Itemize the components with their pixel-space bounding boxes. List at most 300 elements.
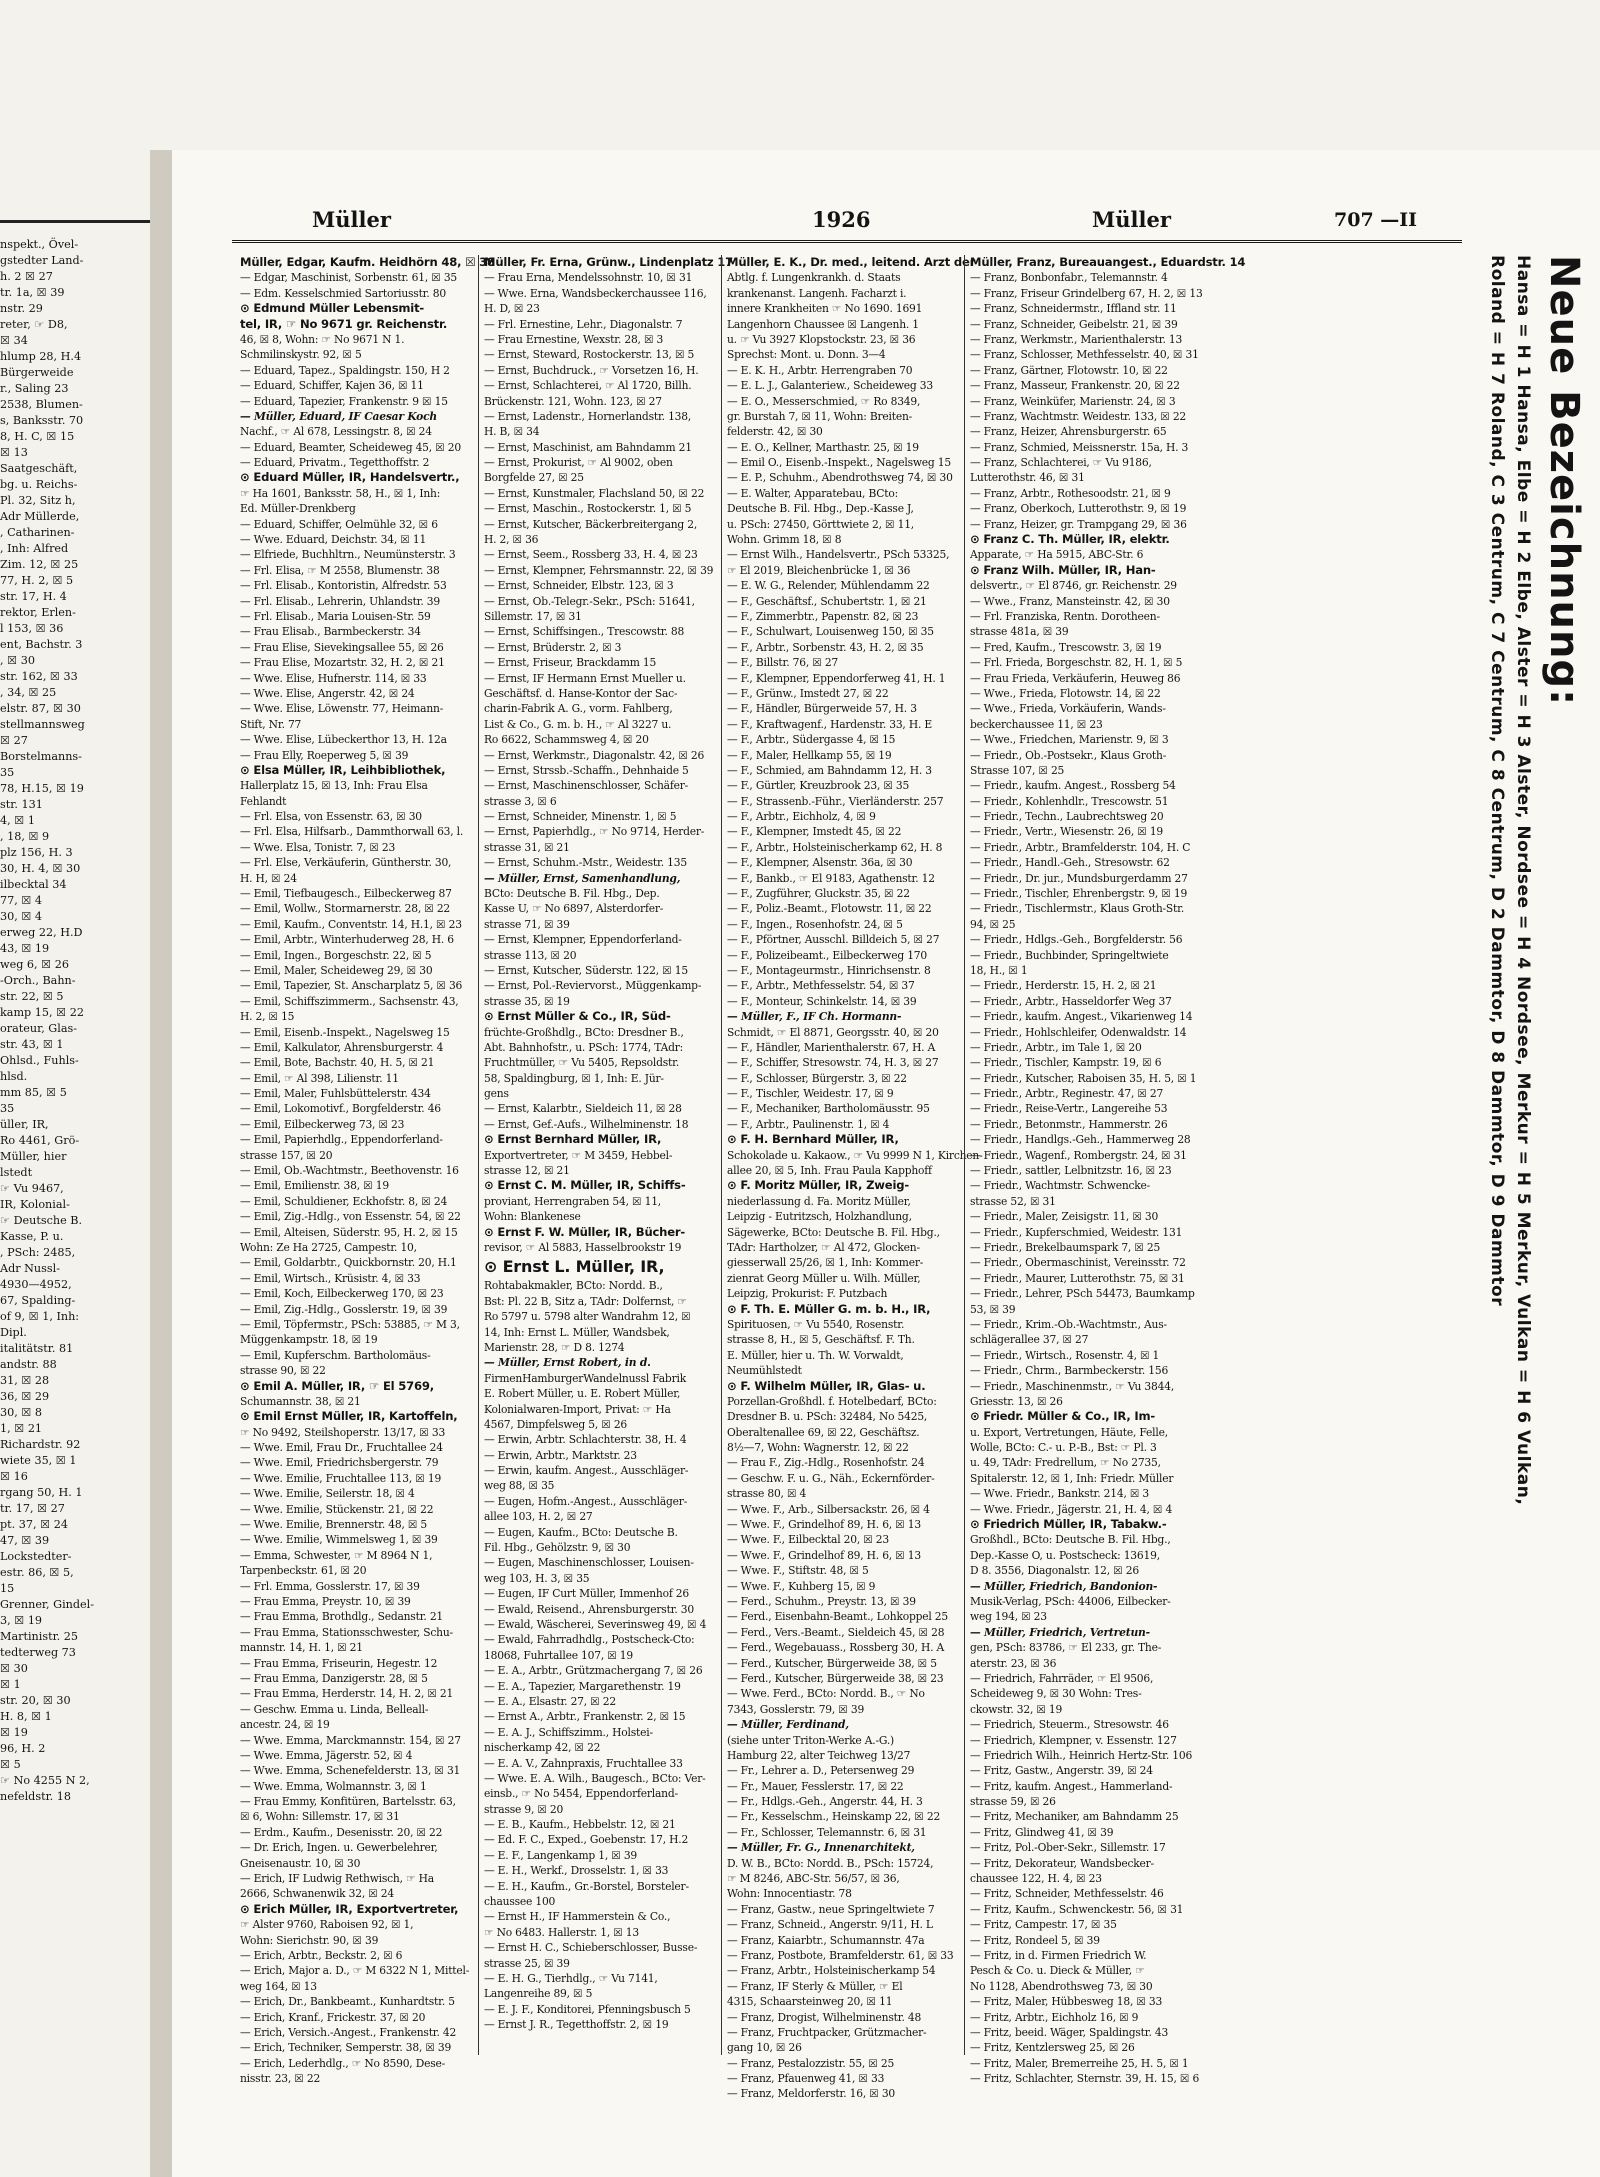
directory-entry: — Friedr., Maler, Zeisigstr. 11, ☒ 30 (970, 1210, 1159, 1224)
directory-entry: — Eugen, IF Curt Müller, Immenhof 26 (484, 1587, 689, 1601)
previous-page-line: str. 162, ☒ 33 (0, 670, 78, 683)
directory-entry: allee 20, ☒ 5, Inh. Frau Paula Kapphoff (727, 1164, 932, 1178)
directory-entry: — Emil, Goldarbtr., Quickbornstr. 20, H.1 (240, 1256, 457, 1270)
directory-entry: schlägerallee 37, ☒ 27 (970, 1333, 1089, 1347)
directory-entry: — Fritz, Mechaniker, am Bahndamm 25 (970, 1810, 1179, 1824)
directory-entry: — Frau Emmy, Konfitüren, Bartelsstr. 63, (240, 1795, 456, 1809)
previous-page-line: Müller, hier (0, 1150, 67, 1163)
directory-entry: Pesch & Co. u. Dieck & Müller, ☞ (970, 1964, 1145, 1978)
previous-page-line: Martinistr. 25 (0, 1630, 79, 1643)
previous-page-line: nefeldstr. 18 (0, 1790, 72, 1803)
previous-page-line: , 34, ☒ 25 (0, 686, 57, 699)
directory-entry: strasse 157, ☒ 20 (240, 1148, 333, 1162)
previous-page-header-rule (0, 220, 150, 223)
directory-entry: — Erich, Techniker, Semperstr. 38, ☒ 39 (240, 2041, 452, 2055)
page-number: 707 —II (1334, 209, 1418, 231)
directory-entry: — Ernst, Steward, Rostockerstr. 13, ☒ 5 (484, 348, 695, 362)
directory-entry: — Eduard, Schiffer, Kajen 36, ☒ 11 (240, 379, 424, 393)
directory-entry: — Franz, IF Sterly & Müller, ☞ El (727, 1979, 903, 1993)
directory-entry: beckerchaussee 11, ☒ 23 (970, 717, 1103, 731)
previous-page-line: ☒ 27 (0, 734, 28, 747)
directory-entry: — Ernst, Kutscher, Süderstr. 122, ☒ 15 (484, 963, 688, 977)
directory-entry: — Franz, Schneidermstr., Iffland str. 11 (970, 302, 1177, 316)
previous-page-line: 15 (0, 1582, 15, 1595)
previous-page-line: 8, H. C, ☒ 15 (0, 430, 75, 443)
directory-entry: weg 194, ☒ 23 (970, 1610, 1047, 1624)
directory-entry: — Franz, Schmied, Meissnerstr. 15a, H. 3 (970, 440, 1189, 454)
directory-entry: — F., Billstr. 76, ☒ 27 (727, 656, 839, 670)
previous-page-line: str. 20, ☒ 30 (0, 1694, 71, 1707)
directory-entry: Müller, Franz, Bureauangest., Eduardstr. 14 (970, 255, 1246, 269)
previous-page-line: weg 6, ☒ 26 (0, 958, 69, 971)
previous-page-line: , PSch: 2485, (0, 1246, 76, 1259)
directory-entry: — Wwe., Frieda, Flotowstr. 14, ☒ 22 (970, 686, 1161, 700)
previous-page-line: hlump 28, H.4 (0, 350, 82, 363)
directory-entry: ⊙ Emil A. Müller, IR, ☞ El 5769, (240, 1378, 434, 1393)
directory-entry: — Friedr., Chrm., Barmbeckerstr. 156 (970, 1364, 1169, 1378)
directory-entry: — Friedrich, Klempner, v. Essenstr. 127 (970, 1733, 1177, 1747)
previous-page-line: plz 156, H. 3 (0, 846, 73, 859)
directory-entry: allee 103, H. 2, ☒ 27 (484, 1510, 593, 1524)
directory-entry: — Wwe. Emil, Friedrichsbergerstr. 79 (240, 1456, 439, 1470)
directory-entry: — Wwe. Erna, Wandsbeckerchaussee 116, (484, 286, 707, 300)
previous-page-line: , Catharinen- (0, 526, 75, 539)
directory-entry: — Fritz, Kentzlersweg 25, ☒ 26 (970, 2041, 1135, 2055)
previous-page-line: italitätstr. 81 (0, 1342, 74, 1355)
directory-entry: — Friedr., Herderstr. 15, H. 2, ☒ 21 (970, 979, 1157, 993)
directory-entry: — Franz, Fruchtpacker, Grützmacher- (727, 2025, 927, 2039)
directory-entry: Bst: Pl. 22 B, Sitz a, TAdr: Dolfernst, ☞ (484, 1294, 687, 1308)
directory-entry: — Wwe. F., Arb., Silbersackstr. 26, ☒ 4 (727, 1502, 930, 1516)
directory-entry: — Emil, Eilbeckerweg 73, ☒ 23 (240, 1117, 405, 1131)
directory-entry: — Erich, Dr., Bankbeamt., Kunhardtstr. 5 (240, 1995, 455, 2009)
directory-entry: — Emil, Ob.-Wachtmstr., Beethovenstr. 16 (240, 1164, 459, 1178)
directory-entry: — Franz, Gärtner, Flotowstr. 10, ☒ 22 (970, 363, 1168, 377)
directory-entry: Abtlg. f. Lungenkrankh. d. Staats (727, 271, 901, 285)
directory-entry: — Wwe. Emil, Frau Dr., Fruchtallee 24 (240, 1441, 443, 1455)
directory-entry: zienrat Georg Müller u. Wilh. Müller, (727, 1271, 921, 1285)
directory-entry: — Friedr., Ob.-Postsekr., Klaus Groth- (970, 748, 1167, 762)
directory-entry: — F., Zimmerbtr., Papenstr. 82, ☒ 23 (727, 609, 919, 623)
directory-entry: nisstr. 23, ☒ 22 (240, 2072, 321, 2086)
directory-entry: — Müller, Fr. G., Innenarchitekt, (727, 1841, 915, 1855)
directory-entry: — Frau Emma, Friseurin, Hegestr. 12 (240, 1656, 438, 1670)
directory-entry: — Emil, Bote, Bachstr. 40, H. 5, ☒ 21 (240, 1056, 435, 1070)
directory-entry: — Ernst, Maschinenschlosser, Schäfer- (484, 779, 689, 793)
previous-page-line: Grenner, Gindel- (0, 1598, 95, 1611)
directory-entry: — Friedr., Handlgs.-Geh., Hammerweg 28 (970, 1133, 1191, 1147)
directory-entry: — Emil, Ingen., Borgeschstr. 22, ☒ 5 (240, 948, 432, 962)
directory-entry: ⊙ Ernst L. Müller, IR, (484, 1257, 665, 1277)
directory-entry: — Wwe. Emma, Wolmannstr. 3, ☒ 1 (240, 1779, 427, 1793)
previous-page-fragment (0, 195, 153, 2175)
previous-page-line: wiete 35, ☒ 1 (0, 1454, 77, 1467)
directory-entry: — Müller, Ernst Robert, in d. (484, 1356, 651, 1370)
previous-page-line: mm 85, ☒ 5 (0, 1086, 67, 1099)
directory-entry: 2666, Schwanenwik 32, ☒ 24 (240, 1887, 395, 1901)
directory-entry: — E. B., Kaufm., Hebbelstr. 12, ☒ 21 (484, 1818, 676, 1832)
directory-entry: D. W. B., BCto: Nordd. B., PSch: 15724, (727, 1856, 934, 1870)
directory-entry: — Wwe. Eduard, Deichstr. 34, ☒ 11 (240, 533, 427, 547)
directory-entry: weg 88, ☒ 35 (484, 1479, 555, 1493)
directory-entry: — Wwe. F., Grindelhof 89, H. 6, ☒ 13 (727, 1548, 921, 1562)
directory-entry: H. B, ☒ 34 (484, 425, 540, 439)
directory-entry: — Ernst, Ob.-Telegr.-Sekr., PSch: 51641, (484, 594, 695, 608)
directory-entry: — F., Arbtr., Paulinenstr. 1, ☒ 4 (727, 1117, 890, 1131)
directory-entry: — Emil, Töpfermstr., PSch: 53885, ☞ M 3, (240, 1317, 460, 1331)
directory-page (172, 150, 1600, 2177)
directory-entry: 4315, Schaarsteinweg 20, ☒ 11 (727, 1995, 893, 2009)
directory-entry: — Ernst, Schneider, Minenstr. 1, ☒ 5 (484, 810, 677, 824)
directory-entry: Hallerplatz 15, ☒ 13, Inh: Frau Elsa (240, 779, 428, 793)
directory-entry: — Ewald, Wäscherei, Severinsweg 49, ☒ 4 (484, 1617, 707, 1631)
directory-entry: Langenreihe 89, ☒ 5 (484, 1987, 593, 2001)
directory-entry: — Fritz, Arbtr., Eichholz 16, ☒ 9 (970, 2010, 1139, 2024)
directory-entry: — Fred, Kaufm., Trescowstr. 3, ☒ 19 (970, 640, 1162, 654)
directory-entry: 46, ☒ 8, Wohn: ☞ No 9671 N 1. (240, 332, 405, 346)
directory-entry: — Fritz, Kaufm., Schwenckestr. 56, ☒ 31 (970, 1902, 1184, 1916)
previous-page-line: nspekt., Övel- (0, 238, 79, 251)
directory-entry: — F., Arbtr., Südergasse 4, ☒ 15 (727, 733, 896, 747)
directory-entry: — Friedr., Buchbinder, Springeltwiete (970, 948, 1169, 962)
previous-page-line: hlsd. (0, 1070, 28, 1083)
previous-page-line: of 9, ☒ 1, Inh: (0, 1310, 80, 1323)
directory-entry: — F., Tischler, Weidestr. 17, ☒ 9 (727, 1087, 894, 1101)
directory-entry: — Frau Elisab., Barmbeckerstr. 34 (240, 625, 421, 639)
directory-entry: E. Müller, hier u. Th. W. Vorwaldt, (727, 1348, 904, 1362)
directory-entry: — Friedr., Krim.-Ob.-Wachtmstr., Aus- (970, 1317, 1167, 1331)
directory-entry: — Emil, Maler, Fuhlsbüttelerstr. 434 (240, 1087, 431, 1101)
directory-entry: niederlassung d. Fa. Moritz Müller, (727, 1194, 911, 1208)
directory-entry: — Ferd., Schuhm., Preystr. 13, ☒ 39 (727, 1594, 916, 1608)
directory-entry: — Friedr., Handl.-Geh., Stresowstr. 62 (970, 856, 1170, 870)
directory-entry: Sillemstr. 17, ☒ 31 (484, 609, 582, 623)
previous-page-line: r., Saling 23 (0, 382, 69, 395)
directory-entry: — Friedr., Tischler, Ehrenbergstr. 9, ☒ 19 (970, 887, 1188, 901)
directory-entry: — Ernst, Maschinist, am Bahndamm 21 (484, 440, 692, 454)
directory-entry: ☞ Ha 1601, Banksstr. 58, H., ☒ 1, Inh: (240, 486, 441, 500)
directory-entry: 8½—7, Wohn: Wagnerstr. 12, ☒ 22 (727, 1441, 909, 1455)
directory-entry: — Ferd., Kutscher, Bürgerweide 38, ☒ 5 (727, 1656, 937, 1670)
directory-entry: — F., Grünw., Imstedt 27, ☒ 22 (727, 686, 889, 700)
directory-entry: — Ernst, Friseur, Brackdamm 15 (484, 656, 657, 670)
previous-page-line: H. 8, ☒ 1 (0, 1710, 52, 1723)
previous-page-line: 4, ☒ 1 (0, 814, 35, 827)
directory-entry: No 1128, Abendrothsweg 73, ☒ 30 (970, 1979, 1153, 1993)
directory-entry: — Fritz, kaufm. Angest., Hammerland- (970, 1779, 1173, 1793)
directory-entry: — F., Pförtner, Ausschl. Billdeich 5, ☒ 27 (727, 933, 940, 947)
directory-entry: — Eugen, Maschinenschlosser, Louisen- (484, 1556, 694, 1570)
directory-entry: chaussee 100 (484, 1895, 556, 1909)
directory-entry: — Franz, Gastw., neue Springeltwiete 7 (727, 1902, 935, 1916)
directory-entry: — Wwe. Emilie, Seilerstr. 18, ☒ 4 (240, 1487, 415, 1501)
directory-entry: — F., Polizeibeamt., Eilbeckerweg 170 (727, 948, 927, 962)
directory-entry: — Ernst, Gef.-Aufs., Wilhelminenstr. 18 (484, 1117, 689, 1131)
directory-entry: — Franz, Schlachterei, ☞ Vu 9186, (970, 456, 1152, 470)
previous-page-line: 35 (0, 766, 15, 779)
directory-entry: — Ewald, Reisend., Ahrensburgerstr. 30 (484, 1602, 694, 1616)
directory-entry: Fil. Hbg., Gehölzstr. 9, ☒ 30 (484, 1541, 631, 1555)
directory-entry: — Erich, Major a. D., ☞ M 6322 N 1, Mittel- (240, 1964, 470, 1978)
directory-entry: — F., Maler, Hellkamp 55, ☒ 19 (727, 748, 892, 762)
directory-entry: — Frau Elly, Roeperweg 5, ☒ 39 (240, 748, 409, 762)
directory-entry: — Franz, Bonbonfabr., Telemannstr. 4 (970, 271, 1168, 285)
directory-entry: — Müller, F., IF Ch. Hormann- (727, 1010, 902, 1024)
directory-entry: — Fritz, Schneider, Methfesselstr. 46 (970, 1887, 1164, 1901)
directory-entry: Schmilinskystr. 92, ☒ 5 (240, 348, 362, 362)
directory-entry: — E. P., Schuhm., Abendrothsweg 74, ☒ 30 (727, 471, 953, 485)
directory-entry: — Franz, Meldorferstr. 16, ☒ 30 (727, 2087, 896, 2101)
directory-entry: 14, Inh: Ernst L. Müller, Wandsbek, (484, 1325, 670, 1339)
directory-entry: — Wwe. Elise, Lübeckerthor 13, H. 12a (240, 733, 447, 747)
directory-entry: strasse 35, ☒ 19 (484, 994, 570, 1008)
directory-entry: — Fritz, Schlachter, Sternstr. 39, H. 15, ☒ 6 (970, 2072, 1200, 2086)
directory-entry: — Wwe. Emilie, Stückenstr. 21, ☒ 22 (240, 1502, 434, 1516)
directory-entry: Nachf., ☞ Al 678, Lessingstr. 8, ☒ 24 (240, 425, 432, 439)
directory-entry: — Friedrich, Steuerm., Stresowstr. 46 (970, 1718, 1169, 1732)
previous-page-line: bg. u. Reichs- (0, 478, 78, 491)
directory-entry: Fruchtmüller, ☞ Vu 5405, Repsoldstr. (484, 1056, 680, 1070)
previous-page-line: 30, ☒ 4 (0, 910, 43, 923)
directory-entry: — Edgar, Maschinist, Sorbenstr. 61, ☒ 35 (240, 271, 458, 285)
directory-entry: — F., Arbtr., Methfesselstr. 54, ☒ 37 (727, 979, 915, 993)
previous-page-line: 77, H. 2, ☒ 5 (0, 574, 74, 587)
directory-entry: ⊙ Ernst Bernhard Müller, IR, (484, 1132, 662, 1147)
directory-entry: — E. A., Arbtr., Grützmachergang 7, ☒ 26 (484, 1664, 703, 1678)
directory-entry: — Fritz, Campestr. 17, ☒ 35 (970, 1918, 1117, 1932)
directory-entry: Wohn: Sierichstr. 90, ☒ 39 (240, 1933, 379, 1947)
column-2 (484, 255, 734, 2033)
directory-entry: — F., Arbtr., Holsteinischerkamp 62, H. 8 (727, 840, 943, 854)
previous-page-line: , Inh: Alfred (0, 542, 69, 555)
directory-entry: revisor, ☞ Al 5883, Hasselbrookstr 19 (484, 1241, 682, 1254)
directory-entry: — Frl. Ernestine, Lehr., Diagonalstr. 7 (484, 317, 683, 331)
previous-page-line: 43, ☒ 19 (0, 942, 50, 955)
directory-entry: Müller, E. K., Dr. med., leitend. Arzt der (727, 255, 976, 269)
directory-entry: — E. A., Tapezier, Margarethenstr. 19 (484, 1679, 681, 1693)
directory-entry: — Ernst, Kalarbtr., Sieldeich 11, ☒ 28 (484, 1102, 682, 1116)
previous-page-line: elstr. 87, ☒ 30 (0, 702, 81, 715)
directory-entry: 7343, Gosslerstr. 79, ☒ 39 (727, 1702, 865, 1716)
directory-entry: Schokolade u. Kakaow., ☞ Vu 9999 N 1, Kirchen- (727, 1148, 983, 1162)
directory-entry: — E. F., Langenkamp 1, ☒ 39 (484, 1848, 638, 1862)
previous-page-line: 77, ☒ 4 (0, 894, 43, 907)
directory-entry: — Franz, Wachtmstr. Weidestr. 133, ☒ 22 (970, 409, 1187, 423)
directory-entry: — Fritz, Maler, Bremerreihe 25, H. 5, ☒ 1 (970, 2056, 1189, 2070)
directory-entry: 18068, Fuhrtallee 107, ☒ 19 (484, 1648, 634, 1662)
directory-entry: — Erich, Kranf., Frickestr. 37, ☒ 20 (240, 2010, 426, 2024)
directory-entry: — Edm. Kesselschmied Sartoriusstr. 80 (240, 286, 446, 300)
previous-page-line: tr. 1a, ☒ 39 (0, 286, 65, 299)
directory-entry: ☞ El 2019, Bleichenbrücke 1, ☒ 36 (727, 563, 911, 577)
previous-page-line: stellmannsweg (0, 718, 85, 731)
directory-entry: — Frau Frieda, Verkäuferin, Heuweg 86 (970, 671, 1181, 685)
directory-entry: — Friedr., Betonmstr., Hammerstr. 26 (970, 1117, 1168, 1131)
directory-entry: — Wwe. F., Grindelhof 89, H. 6, ☒ 13 (727, 1518, 921, 1532)
directory-entry: Marienstr. 28, ☞ D 8. 1274 (484, 1340, 625, 1354)
directory-entry: — Emil, ☞ Al 398, Lilienstr. 11 (240, 1071, 399, 1085)
directory-entry: mannstr. 14, H. 1, ☒ 21 (240, 1641, 363, 1655)
directory-entry: charin-Fabrik A. G., vorm. Fahlberg, (484, 702, 673, 716)
previous-page-line: orateur, Glas- (0, 1022, 78, 1035)
directory-entry: — F., Ingen., Rosenhofstr. 24, ☒ 5 (727, 917, 903, 931)
previous-page-line: ☒ 19 (0, 1726, 28, 1739)
previous-page-line: üller, IR, (0, 1118, 49, 1131)
directory-entry: TAdr: Hartholzer, ☞ Al 472, Glocken- (727, 1241, 920, 1254)
directory-entry: — Wwe. Emma, Jägerstr. 52, ☒ 4 (240, 1748, 413, 1762)
directory-entry: — Franz, Schneider, Geibelstr. 21, ☒ 39 (970, 317, 1178, 331)
previous-page-line: Lockstedter- (0, 1550, 72, 1563)
directory-entry: — F., Arbtr., Sorbenstr. 43, H. 2, ☒ 35 (727, 640, 924, 654)
directory-entry: ⊙ F. Wilhelm Müller, IR, Glas- u. (727, 1378, 926, 1393)
directory-entry: — E. W. G., Relender, Mühlendamm 22 (727, 579, 930, 593)
directory-entry: — Frau Emma, Preystr. 10, ☒ 39 (240, 1594, 411, 1608)
directory-entry: chaussee 122, H. 4, ☒ 23 (970, 1872, 1102, 1886)
directory-entry: — F., Montageurmstr., Hinrichsenstr. 8 (727, 963, 931, 977)
directory-entry: Wohn: Innocentiastr. 78 (727, 1887, 852, 1901)
directory-entry: — Friedr., Hohlschleifer, Odenwaldstr. 14 (970, 1025, 1187, 1039)
previous-page-line: s, Banksstr. 70 (0, 414, 84, 427)
directory-entry: strasse 25, ☒ 39 (484, 1956, 570, 1970)
directory-entry: Kolonialwaren-Import, Privat: ☞ Ha (484, 1402, 671, 1416)
directory-entry: — Emil, Tiefbaugesch., Eilbeckerweg 87 (240, 887, 452, 901)
directory-entry: 58, Spaldingburg, ☒ 1, Inh: E. Jür- (484, 1071, 664, 1085)
directory-entry: — E. H., Werkf., Drosselstr. 1, ☒ 33 (484, 1864, 669, 1878)
directory-entry: — Wwe. Friedr., Bankstr. 214, ☒ 3 (970, 1487, 1150, 1501)
directory-entry: ⊙ Edmund Müller Lebensmit- (240, 301, 425, 316)
previous-page-line: str. 22, ☒ 5 (0, 990, 64, 1003)
directory-entry: früchte-Großhdlg., BCto: Dresdner B., (484, 1025, 684, 1039)
directory-entry: — Emil, Lokomotivf., Borgfelderstr. 46 (240, 1102, 441, 1116)
previous-page-line: tr. 17, ☒ 27 (0, 1502, 65, 1515)
directory-entry: — Friedr., kaufm. Angest., Rossberg 54 (970, 779, 1176, 793)
directory-entry: — Frl. Elisab., Lehrerin, Uhlandstr. 39 (240, 594, 441, 608)
directory-entry: — Wwe. Emma, Schenefelderstr. 13, ☒ 31 (240, 1764, 461, 1778)
directory-entry: H. 2, ☒ 15 (240, 1010, 295, 1024)
previous-page-line: -Orch., Bahn- (0, 974, 76, 987)
directory-entry: — Emil, Arbtr., Winterhuderweg 28, H. 6 (240, 933, 454, 947)
column-divider (478, 255, 479, 2055)
directory-entry: — Fritz, Rondeel 5, ☒ 39 (970, 1933, 1100, 1947)
directory-entry: — Ferd., Kutscher, Bürgerweide 38, ☒ 23 (727, 1671, 944, 1685)
directory-entry: krankenanst. Langenh. Facharzt i. (727, 286, 907, 300)
directory-entry: — Ernst, Pol.-Reviervorst., Müggenkamp- (484, 979, 702, 993)
directory-entry: — Fritz, beeid. Wäger, Spaldingstr. 43 (970, 2025, 1169, 2039)
directory-entry: Sägewerke, BCto: Deutsche B. Fil. Hbg., (727, 1225, 940, 1239)
directory-entry: — Ferd., Wegebauass., Rossberg 30, H. A (727, 1641, 945, 1655)
directory-entry: — Friedr., Kupferschmied, Weidestr. 131 (970, 1225, 1183, 1239)
directory-entry: — Eugen, Hofm.-Angest., Ausschläger- (484, 1494, 688, 1508)
directory-entry: — E. L. J., Galanteriew., Scheideweg 33 (727, 379, 933, 393)
previous-page-line: l 153, ☒ 36 (0, 622, 64, 635)
directory-entry: — Emma, Schwester, ☞ M 8964 N 1, (240, 1548, 433, 1562)
previous-page-line: Adr Müllerde, (0, 510, 80, 523)
previous-page-line: nstr. 29 (0, 302, 43, 315)
previous-page-line: erweg 22, H.D (0, 926, 83, 939)
directory-entry: — F., Klempner, Imstedt 45, ☒ 22 (727, 825, 902, 839)
directory-entry: — Ernst, Seem., Rossberg 33, H. 4, ☒ 23 (484, 548, 698, 562)
directory-entry: ancestr. 24, ☒ 19 (240, 1718, 330, 1732)
directory-entry: — Friedr., Wagenf., Rombergstr. 24, ☒ 31 (970, 1148, 1187, 1162)
directory-entry: — Emil, Wollw., Stormarnerstr. 28, ☒ 22 (240, 902, 451, 916)
directory-entry: Leipzig, Prokurist: F. Putzbach (727, 1287, 888, 1301)
previous-page-line: Richardstr. 92 (0, 1438, 81, 1451)
directory-entry: — Wwe. Emilie, Fruchtallee 113, ☒ 19 (240, 1471, 442, 1485)
directory-entry: — Wwe. E. A. Wilh., Baugesch., BCto: Ver- (484, 1771, 706, 1785)
directory-entry: — F., Händler, Marienthalerstr. 67, H. A (727, 1040, 936, 1054)
directory-entry: — Frl. Frieda, Borgeschstr. 82, H. 1, ☒ 5 (970, 656, 1183, 670)
directory-entry: — Erwin, kaufm. Angest., Ausschläger- (484, 1464, 689, 1478)
column-3 (727, 255, 983, 2102)
directory-entry: — F., Mechaniker, Bartholomäusstr. 95 (727, 1102, 930, 1116)
directory-entry: Scheideweg 9, ☒ 30 Wohn: Tres- (970, 1687, 1142, 1701)
directory-entry: Hamburg 22, alter Teichweg 13/27 (727, 1748, 911, 1762)
directory-entry: — Wwe., Friedchen, Marienstr. 9, ☒ 3 (970, 733, 1169, 747)
directory-entry: — F., Arbtr., Eichholz, 4, ☒ 9 (727, 810, 876, 824)
directory-entry: — Erwin, Arbtr. Schlachterstr. 38, H. 4 (484, 1433, 687, 1447)
directory-entry: — Erich, IF Ludwig Rethwisch, ☞ Ha (240, 1872, 434, 1886)
directory-entry: Porzellan-Großhdl. f. Hotelbedarf, BCto: (727, 1394, 937, 1408)
directory-entry: gen, PSch: 83786, ☞ El 233, gr. The- (970, 1641, 1162, 1655)
directory-entry: — Frl. Elisab., Maria Louisen-Str. 59 (240, 609, 431, 623)
directory-entry: — Friedr., Maurer, Lutterothstr. 75, ☒ 31 (970, 1271, 1185, 1285)
directory-entry: — E. O., Kellner, Marthastr. 25, ☒ 19 (727, 440, 919, 454)
directory-entry: strasse 52, ☒ 31 (970, 1194, 1056, 1208)
directory-entry: — Franz, Schneid., Angerstr. 9/11, H. L (727, 1918, 933, 1932)
previous-page-line: 35 (0, 1102, 15, 1115)
previous-page-line: ☒ 5 (0, 1758, 21, 1771)
directory-entry: Musik-Verlag, PSch: 44006, Eilbecker- (970, 1594, 1171, 1608)
directory-entry: gens (484, 1087, 509, 1101)
directory-entry: — Wwe. F., Eilbecktal 20, ☒ 23 (727, 1533, 889, 1547)
previous-page-line: lstedt (0, 1166, 33, 1179)
directory-entry: ⊙ Ernst Müller & Co., IR, Süd- (484, 1009, 671, 1024)
directory-entry: — E. J. F., Konditorei, Pfenningsbusch 5 (484, 2002, 691, 2016)
directory-entry: Rohtabakmakler, BCto: Nordd. B., (484, 1279, 663, 1293)
directory-entry: — Fritz, Glindweg 41, ☒ 39 (970, 1825, 1114, 1839)
previous-page-line: h. 2 ☒ 27 (0, 270, 53, 283)
previous-page-line: , 18, ☒ 9 (0, 830, 50, 843)
directory-entry: — Wwe., Franz, Mansteinstr. 42, ☒ 30 (970, 594, 1170, 608)
directory-entry: — Ewald, Fahrradhdlg., Postscheck-Cto: (484, 1633, 695, 1647)
previous-page-line: Ro 4461, Grö- (0, 1134, 80, 1147)
directory-entry: — Fritz, in d. Firmen Friedrich W. (970, 1948, 1147, 1962)
directory-entry: delsvertr., ☞ El 8746, gr. Reichenstr. 29 (970, 579, 1177, 593)
directory-entry: — Wwe. Elise, Löwenstr. 77, Heimann- (240, 702, 444, 716)
header-year: 1926 (812, 207, 871, 232)
directory-entry: H. H, ☒ 24 (240, 871, 297, 885)
directory-entry: — Friedr., Obermaschinist, Vereinsstr. 72 (970, 1256, 1186, 1270)
directory-entry: — Emil, Papierhdlg., Eppendorferland- (240, 1133, 443, 1147)
directory-entry: — F., Strassenb.-Führ., Vierländerstr. 257 (727, 794, 944, 808)
directory-entry: — Frl. Elisab., Kontoristin, Alfredstr. 53 (240, 579, 447, 593)
previous-page-line: ☒ 34 (0, 334, 28, 347)
directory-entry: — Müller, Friedrich, Bandonion- (970, 1579, 1158, 1593)
directory-entry: ⊙ F. H. Bernhard Müller, IR, (727, 1132, 899, 1147)
directory-entry: Neumühlstedt (727, 1364, 802, 1378)
directory-entry: — Emil, Maler, Scheideweg 29, ☒ 30 (240, 963, 433, 977)
directory-entry: ⊙ Franz Wilh. Müller, IR, Han- (970, 562, 1156, 577)
directory-entry: Wolle, BCto: C.- u. P.-B., Bst: ☞ Pl. 3 (970, 1441, 1157, 1455)
directory-entry: — F., Zugführer, Gluckstr. 35, ☒ 22 (727, 887, 910, 901)
previous-page-line: 4930—4952, (0, 1278, 72, 1291)
directory-entry: — F., Klempner, Alsenstr. 36a, ☒ 30 (727, 856, 913, 870)
directory-entry: Langenhorn Chaussee ☒ Langenh. 1 (727, 317, 919, 331)
directory-entry: ⊙ Franz C. Th. Müller, IR, elektr. (970, 532, 1170, 547)
directory-entry: Sprechst: Mont. u. Donn. 3—4 (727, 348, 886, 362)
previous-page-line: str. 43, ☒ 1 (0, 1038, 64, 1051)
directory-entry: — Fr., Mauer, Fesslerstr. 17, ☒ 22 (727, 1779, 904, 1793)
